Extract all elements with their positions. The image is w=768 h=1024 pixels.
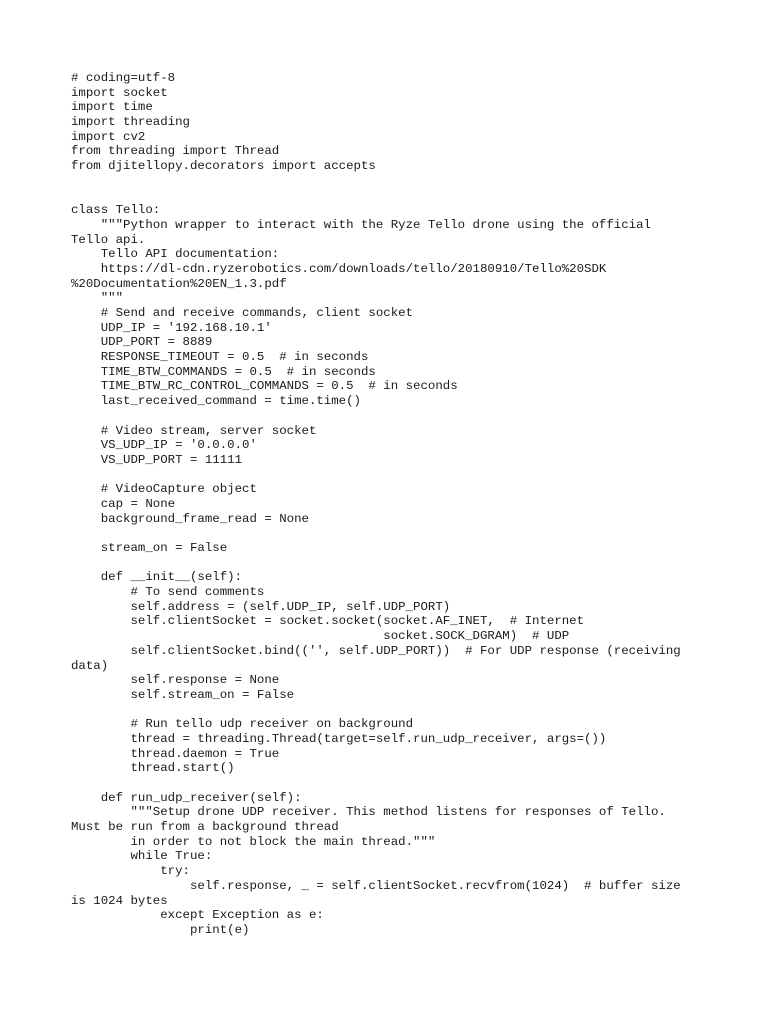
code-line: thread.start() [71,761,235,776]
code-line: print(e) [71,922,250,937]
code-line: """ [71,291,124,306]
code-line: Tello api. [71,232,146,247]
code-line: RESPONSE_TIMEOUT = 0.5 # in seconds [71,350,369,365]
code-line: socket.SOCK_DGRAM) # UDP [71,629,570,644]
code-line: while True: [71,849,213,864]
code-line: # Run tello udp receiver on background [71,717,414,732]
code-line: thread = threading.Thread(target=self.run_udp_receiver, args=()) [71,731,607,746]
code-line: cap = None [71,496,176,511]
code-line: VS_UDP_IP = '0.0.0.0' [71,438,257,453]
code-line: data) [71,658,109,673]
code-line: TIME_BTW_COMMANDS = 0.5 # in seconds [71,364,376,379]
code-line: is 1024 bytes [71,893,168,908]
code-line [71,776,731,791]
code-line: VS_UDP_PORT = 11111 [71,452,243,467]
code-line: self.address = (self.UDP_IP, self.UDP_PORT) [71,599,451,614]
code-line: # VideoCapture object [71,482,257,497]
code-line: import threading [71,115,190,130]
code-line: # To send comments [71,585,265,600]
code-line: except Exception as e: [71,908,324,923]
code-line: thread.daemon = True [71,746,280,761]
code-line: self.clientSocket.bind(('', self.UDP_PORT)) # For UDP response (receiving [71,643,681,658]
code-line: try: [71,864,190,879]
code-line [71,468,731,483]
code-line: from djitellopy.decorators import accepts [71,159,376,174]
code-line: class Tello: [71,203,161,218]
code-line: https://dl-cdn.ryzerobotics.com/downloads/tello/20180910/Tello%20SDK [71,261,607,276]
code-line: # Video stream, server socket [71,423,317,438]
code-line: import socket [71,85,168,100]
code-line: def run_udp_receiver(self): [71,790,302,805]
code-line: Tello API documentation: [71,247,280,262]
code-line: self.stream_on = False [71,687,295,702]
code-line: UDP_IP = '192.168.10.1' [71,320,272,335]
code-line [71,174,731,189]
code-line: """Setup drone UDP receiver. This method listens for responses of Tello. [71,805,666,820]
code-line: in order to not block the main thread.""" [71,834,436,849]
code-line: """Python wrapper to interact with the Ryze Tello drone using the official [71,217,651,232]
code-line [71,526,731,541]
code-line: stream_on = False [71,541,228,555]
code-line: def __init__(self): [71,570,243,585]
code-line: import cv2 [71,129,146,144]
code-line: self.response, _ = self.clientSocket.recvfrom(1024) # buffer size [71,878,681,893]
code-line: UDP_PORT = 8889 [71,335,213,350]
code-line: # Send and receive commands, client socket [71,306,414,320]
code-line: Must be run from a background thread [71,820,339,835]
code-line: import time [71,100,153,115]
code-line [71,703,731,718]
code-listing [71,71,731,938]
code-line: self.response = None [71,673,280,688]
code-line: last_received_command = time.time() [71,394,361,409]
code-line [71,556,731,571]
code-line: %20Documentation%20EN_1.3.pdf [71,276,287,291]
code-line: from threading import Thread [71,144,280,159]
code-line: self.clientSocket = socket.socket(socket.AF_INET, # Internet [71,614,585,629]
code-line [71,189,731,204]
code-line: # coding=utf-8 [71,71,176,85]
code-line: TIME_BTW_RC_CONTROL_COMMANDS = 0.5 # in seconds [71,379,458,394]
code-line: background_frame_read = None [71,511,309,526]
code-line [71,409,731,424]
